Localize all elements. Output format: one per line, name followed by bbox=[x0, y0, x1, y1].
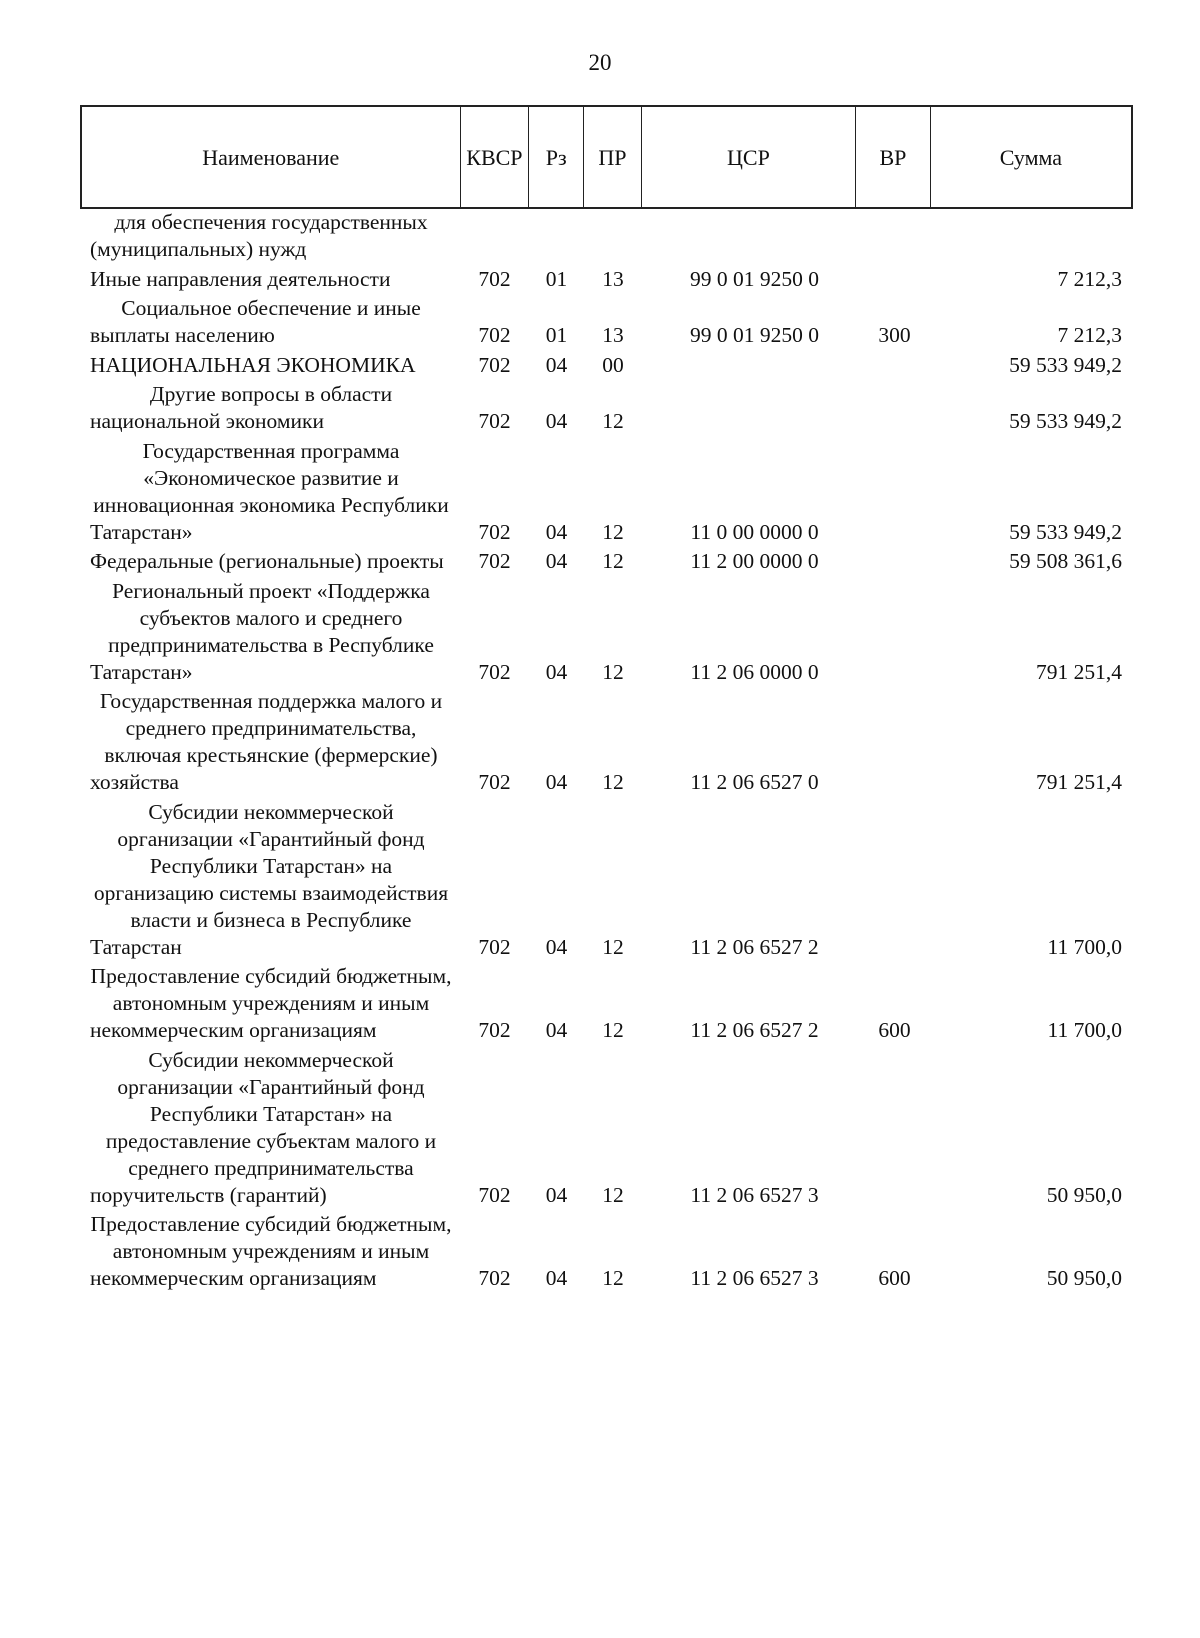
header-pr: ПР bbox=[584, 107, 642, 207]
header-vr: ВР bbox=[856, 107, 931, 207]
row-kvsr: 702 bbox=[478, 1182, 511, 1207]
row-kvsr: 702 bbox=[478, 1018, 511, 1042]
row-sum: 59 533 949,2 bbox=[1009, 409, 1122, 433]
row-sum: 50 950,0 bbox=[1046, 1182, 1122, 1207]
row-rz: 01 bbox=[545, 323, 568, 347]
row-sum: 791 251,4 bbox=[1036, 659, 1122, 684]
row-csr: 11 2 06 6527 3 bbox=[690, 1182, 819, 1207]
row-vr: 600 bbox=[878, 1266, 911, 1290]
row-kvsr: 702 bbox=[478, 1266, 511, 1290]
row-rz: 04 bbox=[545, 1266, 568, 1290]
row-rz: 04 bbox=[545, 409, 568, 433]
table-row bbox=[80, 578, 1133, 686]
row-kvsr: 702 bbox=[478, 770, 511, 794]
header-csr: ЦСР bbox=[642, 107, 856, 207]
row-rz: 04 bbox=[545, 519, 568, 544]
row-pr: 12 bbox=[602, 1266, 624, 1290]
row-pr: 12 bbox=[602, 409, 624, 433]
table-row bbox=[80, 209, 1133, 263]
row-kvsr: 702 bbox=[478, 266, 511, 291]
table-row bbox=[80, 295, 1133, 349]
row-pr: 12 bbox=[602, 659, 624, 684]
row-csr: 11 2 00 0000 0 bbox=[690, 549, 819, 573]
row-csr: 11 2 06 6527 3 bbox=[690, 1266, 819, 1290]
row-pr: 12 bbox=[602, 549, 624, 573]
row-csr: 11 2 06 6527 2 bbox=[690, 1018, 819, 1042]
row-rz: 04 bbox=[545, 934, 568, 959]
table-row bbox=[80, 963, 1133, 1044]
page-number: 20 bbox=[588, 50, 612, 75]
row-sum: 11 700,0 bbox=[1047, 934, 1122, 959]
table-header bbox=[80, 105, 1133, 209]
row-csr: 99 0 01 9250 0 bbox=[690, 266, 819, 291]
row-name: Предоставление субсидий бюджетным, автономным учреждениям и иным некоммерческим организациям bbox=[90, 1212, 452, 1290]
table-row bbox=[80, 381, 1133, 435]
row-name: Региональный проект «Поддержка субъектов малого и среднего предпринимательства в Республике Татарстан» bbox=[90, 578, 434, 684]
row-sum: 791 251,4 bbox=[1036, 770, 1122, 794]
row-kvsr: 702 bbox=[478, 934, 511, 959]
header-sum: Сумма bbox=[999, 144, 1063, 170]
row-sum: 7 212,3 bbox=[1057, 266, 1122, 291]
row-csr: 11 2 06 0000 0 bbox=[690, 659, 819, 684]
table-row bbox=[80, 266, 1133, 293]
table-row bbox=[80, 438, 1133, 546]
table-row bbox=[80, 548, 1133, 575]
row-name: Федеральные (региональные) проекты bbox=[90, 549, 444, 573]
row-name: Государственная поддержка малого и среднего предпринимательства, включая крестьянские (фермерские) хозяйства bbox=[90, 689, 443, 794]
table-row bbox=[80, 1047, 1133, 1209]
row-vr: 300 bbox=[878, 323, 911, 347]
row-name: Социальное обеспечение и иные выплаты населению bbox=[90, 296, 421, 347]
table-body bbox=[80, 209, 1133, 1292]
row-rz: 04 bbox=[545, 352, 568, 377]
row-rz: 04 bbox=[545, 659, 568, 684]
row-sum: 50 950,0 bbox=[1046, 1266, 1122, 1290]
row-name: для обеспечения государственных (муниципальных) нужд bbox=[90, 210, 428, 261]
row-sum: 59 533 949,2 bbox=[1009, 352, 1122, 377]
row-pr: 12 bbox=[602, 519, 624, 544]
row-pr: 13 bbox=[602, 323, 624, 347]
row-name: Государственная программа «Экономическое развитие и инновационная экономика Республики Татарстан» bbox=[90, 438, 449, 544]
row-csr: 11 2 06 6527 0 bbox=[690, 770, 819, 794]
row-sum: 11 700,0 bbox=[1047, 1018, 1122, 1042]
row-kvsr: 702 bbox=[478, 659, 511, 684]
row-kvsr: 702 bbox=[478, 549, 511, 573]
table-row bbox=[80, 799, 1133, 961]
row-kvsr: 702 bbox=[478, 519, 511, 544]
row-rz: 04 bbox=[545, 770, 568, 794]
row-rz: 01 bbox=[545, 266, 568, 291]
row-kvsr: 702 bbox=[478, 352, 511, 377]
row-sum: 7 212,3 bbox=[1057, 323, 1122, 347]
row-pr: 12 bbox=[602, 770, 624, 794]
row-name: Другие вопросы в области национальной экономики bbox=[90, 382, 393, 433]
row-rz: 04 bbox=[545, 1182, 568, 1207]
table-row bbox=[80, 352, 1133, 379]
row-name: НАЦИОНАЛЬНАЯ ЭКОНОМИКА bbox=[90, 352, 416, 377]
row-name: Субсидии некоммерческой организации «Гарантийный фонд Республики Татарстан» на организацию системы взаимодействия власти и бизнеса в Республике Татарстан bbox=[90, 799, 449, 959]
row-kvsr: 702 bbox=[478, 323, 511, 347]
row-pr: 00 bbox=[602, 352, 624, 377]
budget-table bbox=[80, 105, 1133, 1295]
row-name: Иные направления деятельности bbox=[90, 266, 391, 291]
table-row bbox=[80, 1211, 1133, 1292]
row-csr: 11 0 00 0000 0 bbox=[690, 519, 819, 544]
header-name: Наименование bbox=[82, 107, 461, 207]
row-name: Предоставление субсидий бюджетным, автономным учреждениям и иным некоммерческим организациям bbox=[90, 964, 452, 1042]
row-pr: 13 bbox=[602, 266, 624, 291]
row-pr: 12 bbox=[602, 934, 624, 959]
row-pr: 12 bbox=[602, 1182, 624, 1207]
row-csr: 99 0 01 9250 0 bbox=[690, 323, 819, 347]
row-sum: 59 508 361,6 bbox=[1009, 549, 1122, 573]
header-rz: Рз bbox=[529, 107, 584, 207]
row-csr: 11 2 06 6527 2 bbox=[690, 934, 819, 959]
row-rz: 04 bbox=[545, 549, 568, 573]
table-row bbox=[80, 688, 1133, 796]
row-rz: 04 bbox=[545, 1018, 568, 1042]
row-pr: 12 bbox=[602, 1018, 624, 1042]
row-kvsr: 702 bbox=[478, 409, 511, 433]
header-kvsr: КВСР bbox=[461, 107, 530, 207]
row-vr: 600 bbox=[878, 1018, 911, 1042]
row-sum: 59 533 949,2 bbox=[1009, 519, 1122, 544]
row-name: Субсидии некоммерческой организации «Гарантийный фонд Республики Татарстан» на предоставление субъектам малого и среднего предпринимательства поручительств (гарантий) bbox=[90, 1047, 437, 1207]
